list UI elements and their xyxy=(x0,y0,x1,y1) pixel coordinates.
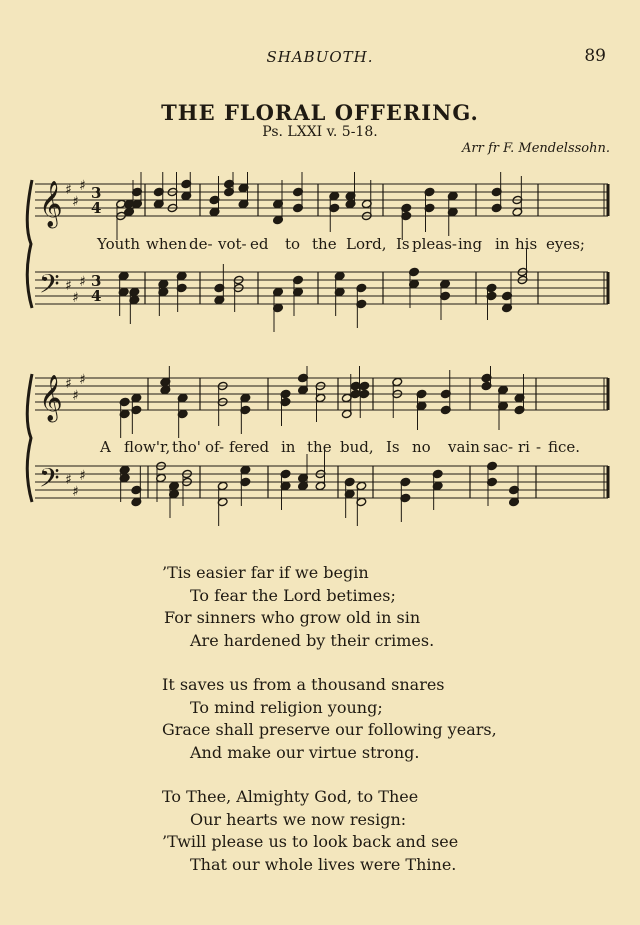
lyric-syllable: vot- xyxy=(218,235,247,253)
verse-line: Are hardened by their crimes. xyxy=(190,630,435,650)
lyric-syllable: - xyxy=(536,438,542,456)
brace xyxy=(27,374,32,502)
stanza-2 xyxy=(162,674,497,764)
treble-clef-icon: 𝄞 xyxy=(39,181,63,227)
sharp-icon: ♯ xyxy=(65,472,72,488)
verse-line: To Thee, Almighty God, to Thee xyxy=(162,787,419,806)
verse-line: ’Tis easier far if we begin xyxy=(162,563,369,582)
lyric-syllable: when xyxy=(146,235,188,253)
lyric-syllable: the xyxy=(307,438,332,456)
sharp-icon: ♯ xyxy=(72,388,79,404)
bass-clef-icon: 𝄢 xyxy=(39,462,60,500)
sharp-icon: ♯ xyxy=(72,484,79,500)
lyric-syllable: the xyxy=(312,235,337,253)
music-system-1 xyxy=(0,172,640,347)
sharp-icon: ♯ xyxy=(72,290,79,306)
lyric-syllable: Lord, xyxy=(346,235,387,253)
bass-clef-icon: 𝄢 xyxy=(39,268,60,306)
lyric-syllable: fice. xyxy=(548,438,581,456)
sharp-icon: ♯ xyxy=(79,178,86,194)
hymn-title: THE FLORAL OFFERING. xyxy=(161,100,479,125)
lyric-syllable: A xyxy=(100,438,111,456)
sharp-icon: ♯ xyxy=(65,278,72,294)
lyric-syllable: no xyxy=(412,438,431,456)
treble-clef-icon: 𝄞 xyxy=(39,375,63,421)
lyric-syllable: ing xyxy=(458,235,483,253)
scripture-reference: Ps. LXXI v. 5-18. xyxy=(262,124,378,140)
page-number: 89 xyxy=(584,46,606,66)
stanza-1 xyxy=(162,562,434,652)
sharp-icon: ♯ xyxy=(65,376,72,392)
sharp-icon: ♯ xyxy=(79,372,86,388)
sharp-icon: ♯ xyxy=(72,194,79,210)
lyric-syllable: of- xyxy=(205,438,225,456)
verse-line: That our whole lives were Thine. xyxy=(190,854,457,874)
lyric-syllable: flow'r, xyxy=(124,438,171,456)
verse-line: And make our virtue strong. xyxy=(190,742,420,762)
verse-line: To fear the Lord betimes; xyxy=(190,585,396,605)
lyric-syllable: de- xyxy=(189,235,213,253)
lyric-syllable: his xyxy=(515,235,538,253)
verse-line: To mind religion young; xyxy=(190,697,383,717)
verse-line: Our hearts we now resign: xyxy=(190,809,407,829)
time-signature-digit: 3 xyxy=(91,184,102,202)
lyric-syllable: eyes; xyxy=(546,235,585,253)
time-signature-digit: 4 xyxy=(91,199,102,217)
lyric-syllable: in xyxy=(281,438,296,456)
running-title: SHABUOTH. xyxy=(266,48,374,66)
sharp-icon: ♯ xyxy=(65,182,72,198)
sharp-icon: ♯ xyxy=(79,468,86,484)
verse-line: ’Twill please us to look back and see xyxy=(162,832,459,852)
time-signature-digit: 4 xyxy=(91,287,102,305)
lyric-syllable: to xyxy=(285,235,301,253)
lyric-syllable: sac- xyxy=(483,438,514,456)
lyric-syllable: Is xyxy=(396,235,410,253)
lyric-syllable: tho' xyxy=(172,438,201,456)
lyric-syllable: in xyxy=(495,235,510,253)
verse-line: For sinners who grow old in sin xyxy=(164,608,421,628)
brace xyxy=(27,180,32,308)
lyric-syllable: pleas- xyxy=(412,235,457,253)
lyric-syllable: ed xyxy=(250,235,269,253)
stanza-3 xyxy=(162,786,458,876)
arrangement-credit: Arr fr F. Mendelssohn. xyxy=(462,141,610,156)
lyric-syllable: ri xyxy=(518,438,530,456)
time-signature-digit: 3 xyxy=(91,272,102,290)
lyric-syllable: fered xyxy=(229,438,270,456)
verse-line: Grace shall preserve our following years, xyxy=(162,720,497,740)
sharp-icon: ♯ xyxy=(79,274,86,290)
lyric-syllable: bud, xyxy=(340,438,374,456)
lyric-syllable: Youth xyxy=(97,235,140,253)
verse-line: It saves us from a thousand snares xyxy=(162,675,445,694)
lyric-syllable: Is xyxy=(386,438,400,456)
lyric-syllable: vain xyxy=(448,438,480,456)
